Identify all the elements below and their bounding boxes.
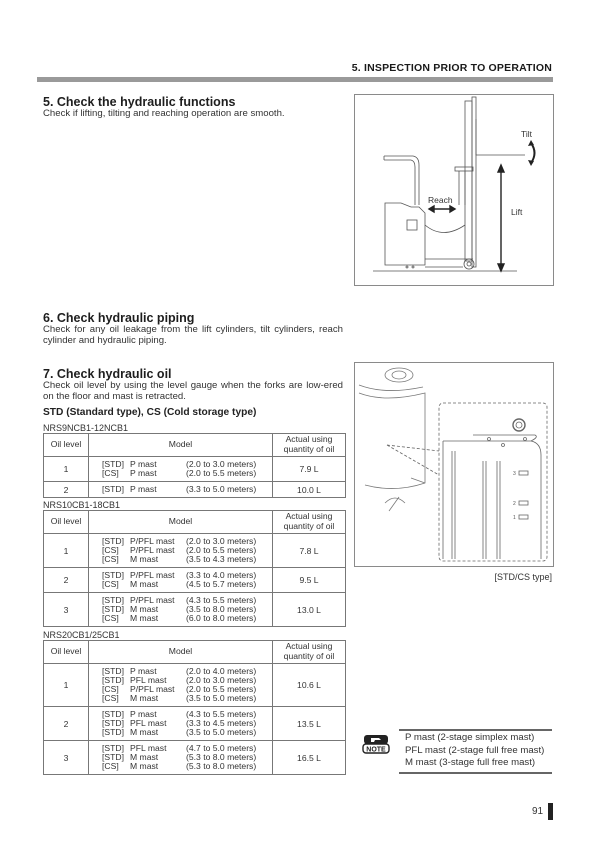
col-header-oil-level: Oil level (44, 511, 89, 534)
svg-text:1: 1 (513, 515, 516, 521)
note-body (405, 732, 544, 770)
oil-table-nrs9 (43, 433, 346, 498)
label-lift: Lift (511, 207, 523, 217)
note-rule-bottom (399, 772, 552, 774)
table-row: 2 [STD] P mast (3.3 to 5.0 meters) 10.0 L (44, 482, 346, 498)
page-number: 91 (532, 806, 544, 817)
figure-oil-level-gauge (354, 362, 554, 567)
note-icon (362, 734, 390, 754)
col-header-oil-level: Oil level (44, 434, 89, 457)
col-header-model: Model (89, 434, 273, 457)
note-line: M mast (3-stage full free mast) (405, 757, 536, 769)
table-row: 1 [STD] P mast (2.0 to 3.0 meters) [CS] P mast (2.0 to 5.5 meters) 7.9 L (44, 457, 346, 482)
svg-text:2: 2 (513, 501, 516, 507)
label-reach: Reach (428, 195, 453, 205)
svg-text:NOTE: NOTE (366, 746, 386, 754)
col-header-quantity: Actual using quantity of oil (273, 641, 346, 664)
note-line: P mast (2-stage simplex mast) (405, 732, 535, 743)
table-row: 3 [STD] PFL mast (4.7 to 5.0 meters) [STD] M mast (5.3 to 8.0 meters) [CS] M mast (5.3 to 8.0 meters) 16.5 L (44, 741, 346, 775)
col-header-quantity: Actual using quantity of oil (273, 434, 346, 457)
text-hydraulic-piping: Check for any oil leakage from the lift cylinders, tilt cylinders, reach cylinder and hydraulic piping. (43, 324, 343, 347)
oil-table-nrs20 (43, 640, 346, 775)
oil-table-nrs10 (43, 510, 346, 627)
table-row: 3 [STD] P/PFL mast (4.3 to 5.5 meters) [STD] M mast (3.5 to 8.0 meters) [CS] M mast (6.0 to 8.0 meters) 13.0 L (44, 593, 346, 627)
table-row: 2 [STD] P mast (4.3 to 5.5 meters) [STD] PFL mast (3.3 to 4.5 meters) [STD] M mast (3.5 to 5.0 meters) 13.5 L (44, 707, 346, 741)
table-caption-nrs10: NRS10CB1-18CB1 (43, 500, 121, 510)
table-caption-nrs9: NRS9NCB1-12NCB1 (43, 423, 129, 433)
table-row: 2 [STD] P/PFL mast (3.3 to 4.0 meters) [CS] M mast (4.5 to 5.7 meters) 9.5 L (44, 568, 346, 593)
heading-hydraulic-piping: 6. Check hydraulic piping (43, 311, 195, 325)
page-marker-bar (548, 803, 553, 820)
label-tilt: Tilt (521, 129, 533, 139)
figure-caption-std-cs: [STD/CS type] (494, 572, 552, 582)
table-caption-nrs20: NRS20CB1/25CB1 (43, 630, 120, 640)
svg-text:3: 3 (513, 471, 516, 477)
note-rule-top (399, 729, 552, 731)
subtitle-type-legend: STD (Standard type), CS (Cold storage type) (43, 407, 257, 418)
table-row: 1 [STD] P/PFL mast (2.0 to 3.0 meters) [CS] P/PFL mast (2.0 to 5.5 meters) [CS] M mast (3.5 to 4.3 meters) 7.8 L (44, 534, 346, 568)
header-rule (37, 77, 553, 82)
text-hydraulic-functions: Check if lifting, tilting and reaching operation are smooth. (43, 108, 285, 119)
oil-tank-illustration (355, 363, 553, 566)
col-header-quantity: Actual using quantity of oil (273, 511, 346, 534)
col-header-oil-level: Oil level (44, 641, 89, 664)
col-header-model: Model (89, 641, 273, 664)
text-hydraulic-oil: Check oil level by using the level gauge when the forks are low-ered on the floor and mast is retracted. (43, 380, 343, 403)
note-line: PFL mast (2-stage full free mast) (405, 744, 545, 756)
col-header-model: Model (89, 511, 273, 534)
heading-hydraulic-oil: 7. Check hydraulic oil (43, 367, 172, 381)
forklift-illustration (355, 95, 553, 285)
table-row: 1 [STD] P mast (2.0 to 4.0 meters) [STD] PFL mast (2.0 to 3.0 meters) [CS] P/PFL mast (2.0 to 5.5 meters) [CS] M mast (3.5 to 5.0 meters) 10.6 L (44, 664, 346, 707)
heading-hydraulic-functions: 5. Check the hydraulic functions (43, 95, 236, 109)
section-header-title: 5. INSPECTION PRIOR TO OPERATION (351, 62, 552, 74)
figure-forklift-hydraulic-functions (354, 94, 554, 286)
